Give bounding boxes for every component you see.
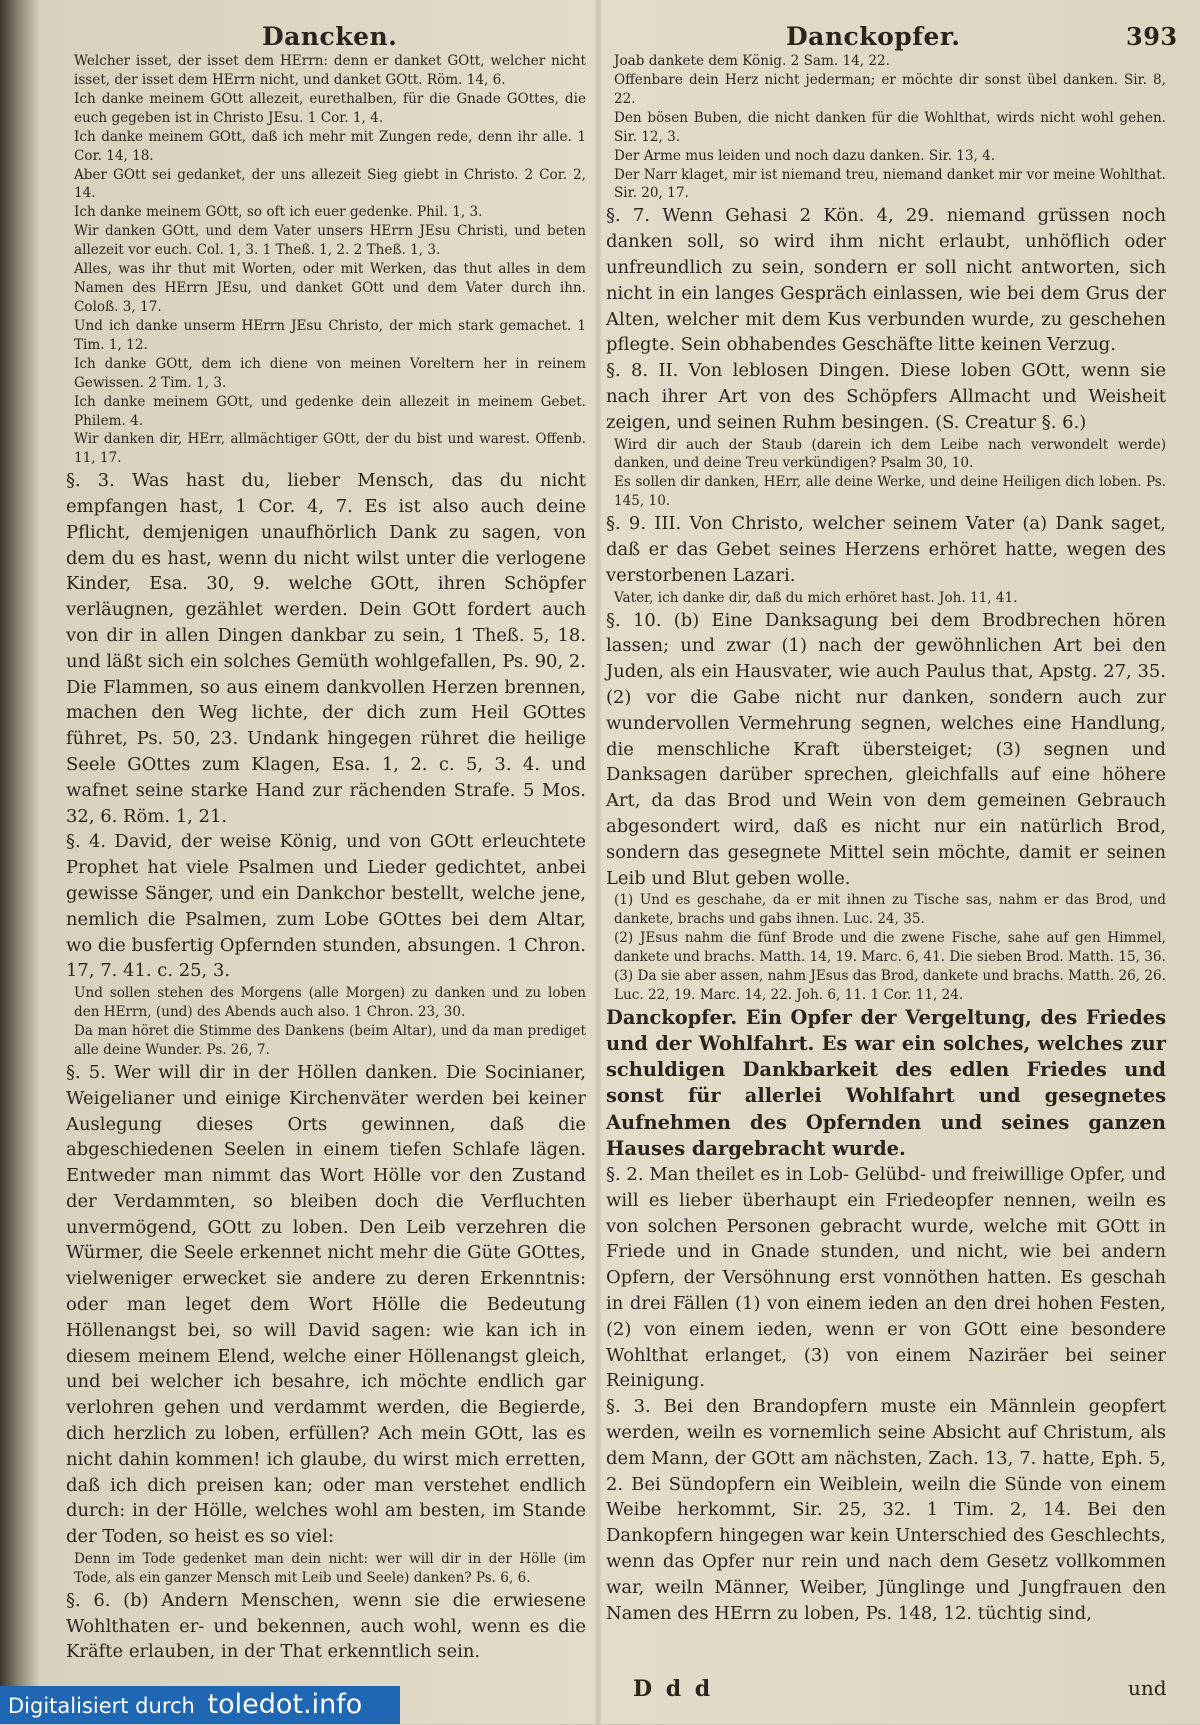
scripture-quote: Und sollen stehen des Morgens (alle Morgen) zu danken und zu loben den HErrn, (und) des Abends auch also. 1 Chron. 23, 30. bbox=[74, 985, 586, 1021]
scripture-quote: Und ich danke unserm HErrn JEsu Christo, der mich stark gemachet. 1 Tim. 1, 12. bbox=[74, 317, 586, 353]
digitization-banner[interactable] bbox=[0, 1686, 400, 1724]
page-fold-shadow bbox=[594, 0, 602, 1724]
scripture-quote: Aber GOtt sei gedanket, der uns allezeit Sieg giebt in Christo. 2 Cor. 2, 14. bbox=[74, 166, 586, 202]
left-column bbox=[66, 52, 586, 1665]
body-paragraph: §. 8. II. Von leblosen Dingen. Diese loben GOtt, wenn sie nach ihrer Art von des Schöpfers Allmacht und Weisheit zeigen, und seinen Ruhm besingen. (S. Creatur §. 6.) bbox=[606, 360, 1166, 433]
body-paragraph: §. 3. Was hast du, lieber Mensch, das du nicht empfangen hast, 1 Cor. 4, 7. Es ist also auch deine Pflicht, demjenigen unaufhörlich Dank zu sagen, von dem du es hast, wenn du nicht wilst unter die verlogene Kinder, Esa. 30, 9. welche GOtt, ihren Schöpfer verläugnen, gezählet werden. Dein GOtt fordert auch von dir in allen Dingen dankbar zu sein, 1 Theß. 5, 18. und läßt sich ein solches Gemüth wohlgefallen, Ps. 90, 2. Die Flammen, so aus einem dankvollen Herzen brennen, machen den Weg lichte, der dich zum Heil GOttes führet, Ps. 50, 23. Undank hingegen rühret die heilige Seele GOttes zum Klagen, Esa. 1, 2. c. 5, 3. 4. und wafnet seine starke Hand zur rächenden Strafe. 5 Mos. 32, 6. Röm. 1, 21. bbox=[66, 470, 586, 827]
scripture-quote: Vater, ich danke dir, daß du mich erhöret hast. Joh. 11, 41. bbox=[614, 589, 1018, 606]
scripture-quote: Der Narr klaget, mir ist niemand treu, niemand danket mir vor meine Wohlthat. Sir. 20, 17. bbox=[614, 166, 1166, 202]
body-paragraph: §. 6. (b) Andern Menschen, wenn sie die erwiesene Wohlthaten er- und bekennen, auch wohl, wenn es die Kräfte erlauben, in der That erkenntlich sein. bbox=[66, 1589, 586, 1663]
scripture-quote: Ich danke meinem GOtt, und gedenke dein allezeit in meinem Gebet. Philem. 4. bbox=[74, 393, 586, 429]
scripture-quote: Es sollen dir danken, HErr, alle deine Werke, und deine Heiligen dich loben. Ps. 145, 10. bbox=[614, 474, 1166, 510]
scripture-quote: Denn im Tode gedenket man dein nicht: wer will dir in der Hölle (im Tode, als ein ganzer Mensch mit Leib und Seele) danken? Ps. 6, 6. bbox=[74, 1551, 586, 1586]
body-paragraph: §. 3. Bei den Brandopfern muste ein Männlein geopfert werden, weiln es vornemlich seine Absicht auf Christum, als dem Mann, der GOtt am nächsten, Zach. 13, 7. hatte, Eph. 5, 2. Bei Sündopfern ein Weiblein, weiln die Sünde von einem Weibe herkommt, Sir. 25, 32. 1 Tim. 2, 14. Bei den Dankopfern hingegen war kein Unterschied des Geschlechts, wenn das Opfer nur rein und nach dem Gesetz vollkommen war, weiln Männer, Weiber, Jünglinge und Jungfrauen den Namen des HErrn zu loben, Ps. 148, 12. tüchtig sind, bbox=[606, 1396, 1166, 1624]
scripture-quote: Da man höret die Stimme des Dankens (beim Altar), und da man prediget alle deine Wunder. Ps. 26, 7. bbox=[74, 1023, 586, 1058]
scripture-quote: Welcher isset, der isset dem HErrn: denn er danket GOtt, welcher nicht isset, der isset dem HErrn nicht, und danket GOtt. Röm. 14, 6. bbox=[74, 53, 586, 88]
running-head-right: Danckopfer. bbox=[786, 22, 961, 51]
entry-heading-paragraph: Danckopfer. Ein Opfer der Vergeltung, des Friedes und der Wohlfahrt. Es war ein solches, welches zur schuldigen Dankbarkeit des edlen Friedes und sonst für allerlei Wohlfahrt und gesegnetes Aufnehmen des Opfernden und seines ganzen Hauses dargebracht wurde. bbox=[606, 1005, 1166, 1160]
body-paragraph: §. 2. Man theilet es in Lob- Gelübd- und freiwillige Opfer, und will es lieber überhaupt ein Friedeopfer nennen, weiln es von solchen Personen gebracht wurde, welche mit GOtt in Friede und in Gnade stunden, und nicht, wie bei andern Opfern, der Versöhnung erst vonnöthen hatten. Es geschah in drei Fällen (1) von einem ieden an den drei hohen Festen, (2) von einem ieden, wenn er von GOtt eine besondere Wohlthat erlanget, (3) von einem Naziräer bei seiner Reinigung. bbox=[606, 1163, 1166, 1392]
scripture-quote: Wir danken GOtt, und dem Vater unsers HErrn JEsu Christi, und beten allezeit vor euch. Col. 1, 3. 1 Theß. 1, 2. 2 Theß. 1, 3. bbox=[74, 223, 586, 259]
body-paragraph: §. 5. Wer will dir in der Höllen danken. Die Socinianer, Weigelianer und einige Kirchenväter werden bei keiner Auslegung dieses Orts gewinnen, daß die abgeschiedenen Seelen in einem tiefen Schlafe lägen. Entweder man nimmt das Wort Hölle vor den Zustand der Verdammten, so bleiben doch die Verfluchten unvermögend, GOtt zu loben. Den Leib verzehren die Würmer, die Seele erkennet nicht mehr die Güte GOttes, vielweniger erwecket sie andere zu deren Erkenntnis: oder man leget dem Wort Hölle die Bedeutung Höllenangst bei, so will David sagen: wie kan ich in diesem meinem Elend, welche einer Höllenangst gleich, und bei welcher ich besahre, ich möchte endlich gar verlohren gehen und verdammt werden, die Begierde, dich herzlich zu loben, erfüllen? Ach mein GOtt, las es nicht dahin kommen! ich glaube, du wirst mich erretten, daß ich dich preisen kan; oder man verstehet endlich durch: in der Hölle, welches wohl am besten, im Stande der Toden, so heist es so viel: bbox=[66, 1061, 586, 1548]
body-paragraph: §. 7. Wenn Gehasi 2 Kön. 4, 29. niemand grüssen noch danken soll, so wird ihm nicht erlaubt, unhöflich oder unfreundlich zu sein, sondern er soll nicht antworten, sich nicht in ein langes Gespräch einlassen, wie bei dem Grus der Alten, welcher mit dem Kus verbunden wurde, zu geschehen pflegte. Sein obhabendes Geschäfte litte keinen Verzug. bbox=[606, 205, 1166, 356]
scripture-quote: Joab dankete dem König. 2 Sam. 14, 22. bbox=[614, 53, 890, 69]
catchword: und bbox=[1128, 1676, 1167, 1700]
body-paragraph: §. 9. III. Von Christo, welcher seinem Vater (a) Dank saget, daß er das Gebet seines Herzens erhöret hatte, wegen des verstorbenen Lazari. bbox=[606, 513, 1166, 586]
scripture-quote: Ich danke GOtt, dem ich diene von meinen Voreltern her in reinem Gewissen. 2 Tim. 1, 3. bbox=[74, 355, 586, 391]
signature-mark: D d d bbox=[633, 1676, 714, 1702]
scripture-quote: Alles, was ihr thut mit Worten, oder mit Werken, das thut alles in dem Namen des HErrn JEsu, und danket GOtt und dem Vater durch ihn. Coloß. 3, 17. bbox=[74, 261, 586, 315]
scripture-quote: (2) JEsus nahm die fünf Brode und die zwene Fische, sahe auf gen Himmel, dankete und brachs. Matth. 14, 19. Marc. 6, 41. Die sieben Brod. Matth. 15, 36. bbox=[614, 930, 1166, 966]
scripture-quote: Ich danke meinem GOtt, so oft ich euer gedenke. Phil. 1, 3. bbox=[74, 204, 483, 221]
banner-label: Digitalisiert durch bbox=[8, 1694, 195, 1718]
running-head-left: Dancken. bbox=[262, 22, 398, 51]
body-paragraph: §. 4. David, der weise König, und von GOtt erleuchtete Prophet hat viele Psalmen und Lieder gedichtet, anbei gewisse Sänger, und ein Dankchor bestellt, welche jene, nemlich die Psalmen, zum Lobe GOttes bei dem Altar, wo die busfertig Opfernden stunden, absungen. 1 Chron. 17, 7. 41. c. 25, 3. bbox=[66, 831, 586, 982]
scripture-quote: Der Arme mus leiden und noch dazu danken. Sir. 13, 4. bbox=[614, 147, 996, 164]
page-number: 393 bbox=[1126, 22, 1178, 51]
scripture-quote: Ich danke meinem GOtt, daß ich mehr mit Zungen rede, denn ihr alle. 1 Cor. 14, 18. bbox=[74, 128, 586, 164]
scripture-quote: Wir danken dir, HErr, allmächtiger GOtt, der du bist und warest. Offenb. 11, 17. bbox=[74, 431, 586, 467]
scripture-quote: Den bösen Buben, die nicht danken für die Wohlthat, wirds nicht wohl gehen. Sir. 12, 3. bbox=[614, 109, 1166, 145]
scripture-quote: Wird dir auch der Staub (darein ich dem Leibe nach verwondelt werde) danken, und deine Treu verkündigen? Psalm 30, 10. bbox=[614, 436, 1166, 472]
scripture-quote: (3) Da sie aber assen, nahm JEsus das Brod, dankete und brachs. Matth. 26, 26. Luc. 22, 19. Marc. 14, 22. Joh. 6, 11. 1 Cor. 11, 24. bbox=[614, 968, 1166, 1003]
right-column bbox=[606, 52, 1166, 1626]
body-paragraph: §. 10. (b) Eine Danksagung bei dem Brodbrechen hören lassen; und zwar (1) nach der gewöhnlichen Art bei den Juden, als ein Hausvater, wie auch Paulus that, Apstg. 27, 35. (2) vor die Gabe nicht nur danken, sondern auch zur wundervollen Vermehrung segnen, welches eine Handlung, die menschliche Kraft übersteiget; (3) segnen und Danksagen darüber sprechen, gleichfalls auf eine höhere Art, da das Brod und Wein von dem gemeinen Gebrauch abgesondert wird, daß es nicht nur ein natürlich Brod, sondern das gesegnete Mittel sein möchte, damit er seinen Leib und Blut geben wolle. bbox=[606, 609, 1166, 889]
scripture-quote: Ich danke meinem GOtt allezeit, eurethalben, für die Gnade GOttes, die euch gegeben ist in Christo JEsu. 1 Cor. 1, 4. bbox=[74, 90, 586, 126]
banner-site-link[interactable]: toledot.info bbox=[207, 1689, 363, 1720]
scripture-quote: Offenbare dein Herz nicht jederman; er möchte dir sonst übel danken. Sir. 8, 22. bbox=[614, 71, 1166, 107]
scripture-quote: (1) Und es geschahe, da er mit ihnen zu Tische sas, nahm er das Brod, und dankete, brachs und gabs ihnen. Luc. 24, 35. bbox=[614, 892, 1166, 928]
